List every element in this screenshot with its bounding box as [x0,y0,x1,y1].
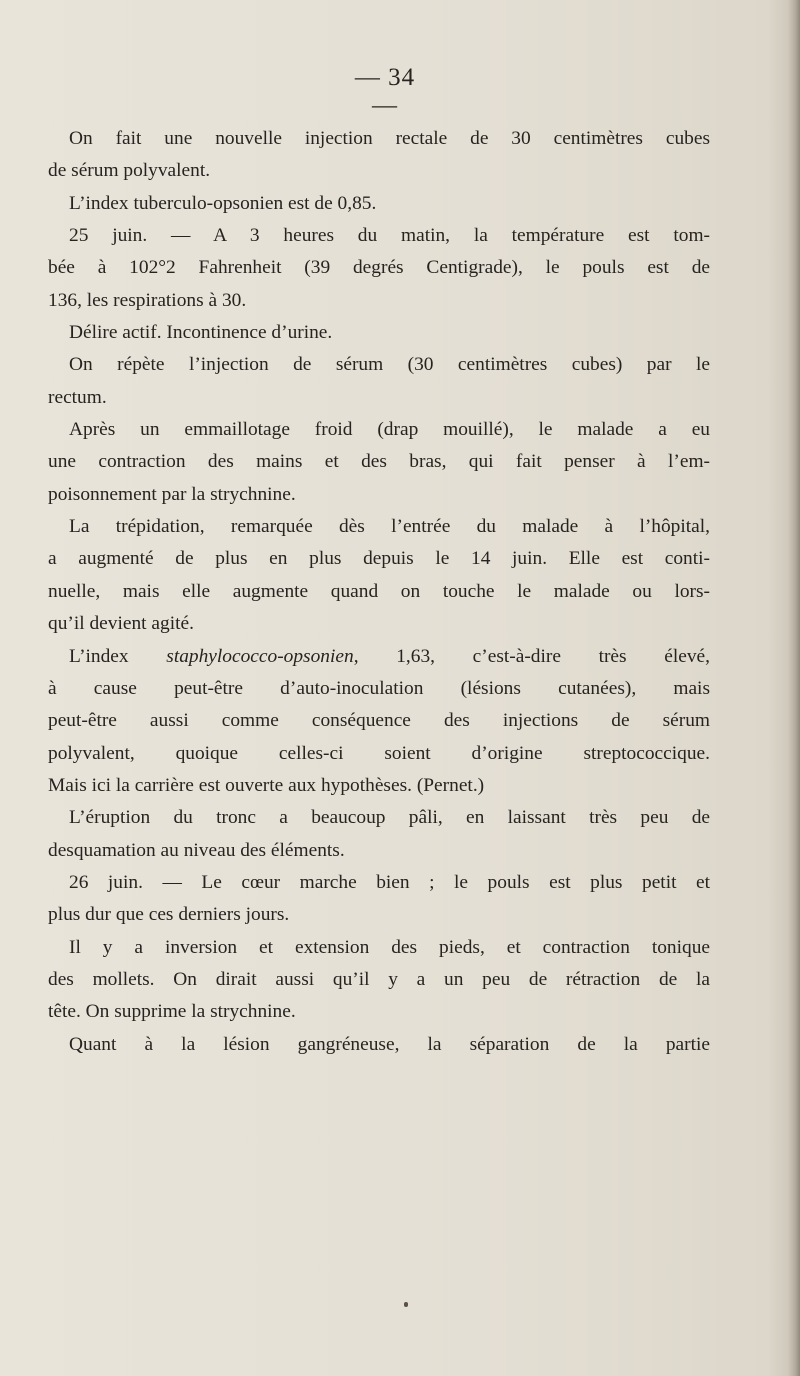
text-line: On répète l’injection de sérum (30 centimètres cubes) par le [69,354,710,376]
text-line: On fait une nouvelle injection rectale de 30 centimètres cubes [69,128,710,149]
body-text [48,123,710,1061]
text-line: nuelle, mais elle augmente quand on touche le malade ou lors- [48,580,710,602]
page-number: — 34 — [354,64,416,119]
italic-term: staphylococco-opsonien [166,645,354,667]
text-segment: L’index [69,645,167,667]
text-line: qu’il devient agité. [48,613,194,635]
text-line: tête. On supprime la strychnine. [48,1001,296,1023]
text-line: Délire actif. Incontinence d’urine. [69,322,333,344]
text-line: 25 juin. — A 3 heures du matin, la température est tom- [69,225,710,247]
text-line: 26 juin. — Le cœur marche bien ; le pouls est plus petit et [69,871,710,893]
text-line: 136, les respirations à 30. [48,289,247,311]
page-edge-shadow [788,0,800,1376]
text-line: de sérum polyvalent. [48,160,211,182]
text-line: Après un emmaillotage froid (drap mouillé), le malade a eu [69,419,710,441]
text-line: La trépidation, remarquée dès l’entrée du malade à l’hôpital, [69,516,710,538]
text-line: une contraction des mains et des bras, qui fait penser à l’em- [48,451,710,473]
text-line: polyvalent, quoique celles-ci soient d’origine streptococcique. [48,742,710,764]
text-line: Quant à la lésion gangréneuse, la séparation de la partie [69,1033,710,1055]
text-line: peut-être aussi comme conséquence des injections de sérum [48,710,710,732]
text-line: desquamation au niveau des éléments. [48,839,345,861]
text-line: à cause peut-être d’auto-inoculation (lésions cutanées), mais [48,677,710,699]
text-line [48,641,710,673]
text-line: L’index tuberculo-opsonien est de 0,85. [69,192,377,214]
text-line: a augmenté de plus en plus depuis le 14 juin. Elle est conti- [48,548,710,570]
text-line: plus dur que ces derniers jours. [48,904,290,926]
text-line: des mollets. On dirait aussi qu’il y a un peu de rétraction de la [48,968,710,990]
text-line: Mais ici la carrière est ouverte aux hypothèses. (Pernet.) [48,774,485,796]
text-line: poisonnement par la strychnine. [48,483,296,505]
text-line: L’éruption du tronc a beaucoup pâli, en laissant très peu de [69,807,710,829]
text-segment: , 1,63, c’est-à-dire très élevé, [353,645,710,667]
text-line: bée à 102°2 Fahrenheit (39 degrés Centigrade), le pouls est de [48,257,710,279]
text-line: Il y a inversion et extension des pieds, et contraction tonique [69,936,710,958]
ink-speck [404,1302,408,1307]
text-line: rectum. [48,386,107,408]
